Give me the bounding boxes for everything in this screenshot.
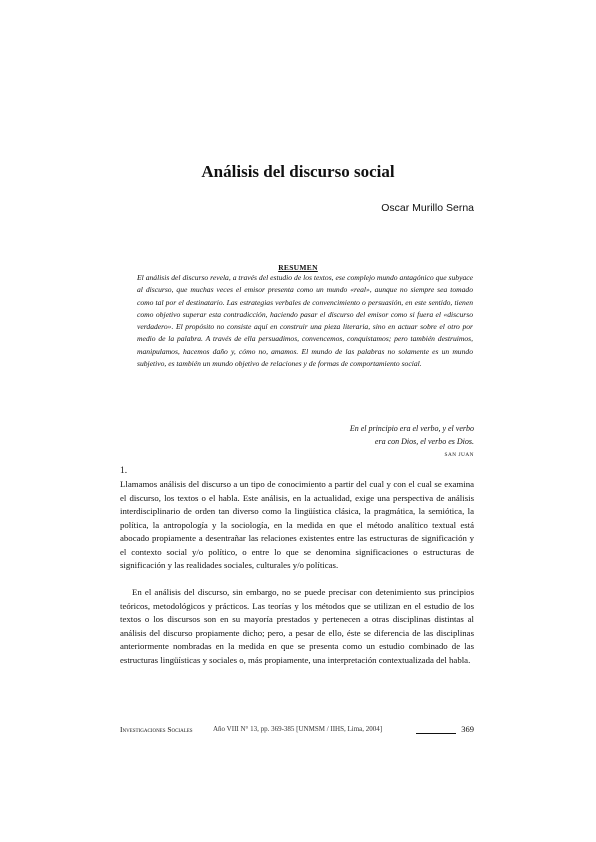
- page-footer: [120, 723, 474, 737]
- epigraph: [214, 423, 474, 462]
- article-author: Oscar Murillo Serna: [381, 202, 474, 214]
- epigraph-source: SAN JUAN: [444, 452, 474, 459]
- body-paragraph-2: En el análisis del discurso, sin embargo, no se puede precisar con detenimiento sus principios teóricos, metodológicos y prácticos. Las teorías y los métodos que se utilizan en el estudio de los textos o los discursos son en su mayoría prestados y pertenecen a otras disciplinas distintas al análisis del discurso propiamente dicho; pero, a pesar de ello, éste se diferencia de las disciplinas anteriormente nombradas en la medida en que se presenta como un estudio combinado de las estructuras lingüísticas y sociales o, más propiamente, una interpretación contextualizada del habla.: [120, 587, 474, 665]
- article-title: Análisis del discurso social: [201, 162, 395, 181]
- abstract-heading: RESUMEN: [278, 263, 318, 272]
- footer-issue-info: Año VIII N° 13, pp. 369-385 [UNMSM / IIHS, Lima, 2004]: [213, 725, 383, 733]
- body-paragraph-1: Llamamos análisis del discurso a un tipo de conocimiento a partir del cual y con el cual se examina el discurso, los textos o el habla. Este análisis, en la actualidad, exige una perspectiva de análisis interdisciplinario de orden tan diverso como la lingüística clásica, la pragmática, la semiótica, la política, la antropología y la sociología, en la medida en que el método analítico textual está abocado propiamente a desentrañar las relaciones existentes entre las estructuras de significación y el contexto social y/o político, o entre lo que se denomina significaciones o estructuras de significación y las realidades sociales, culturales y/o políticas.: [120, 479, 474, 570]
- section-number: 1.: [120, 466, 128, 476]
- footer-journal-name: Investigaciones Sociales: [120, 725, 193, 734]
- epigraph-line-1: En el principio era el verbo, y el verbo: [349, 424, 474, 433]
- footer-rule: [416, 733, 456, 734]
- epigraph-line-2: era con Dios, el verbo es Dios.: [374, 436, 474, 446]
- page-number: 369: [461, 724, 474, 734]
- abstract-text: El análisis del discurso revela, a través del estudio de los textos, ese complejo mundo antagónico que subyace al discurso, que muchas veces el emisor presenta como un mundo «real», aunque no siempre sea tomado como tal por el destinatario. Las estrategias verbales de convencimiento o persuasión, en este sentido, tienen como objetivo superar esta contradicción, haciendo pasar el discurso del emisor como si fuera el «discurso verdadero». El propósito no consiste aquí en construir una pieza literaria, sino en actuar sobre el otro por medio de la palabra. A través de ella persuadimos, convencemos, conquistamos; pero también destruimos, manipulamos, hacemos daño y, cómo no, amamos. El mundo de las palabras no solamente es un mundo subjetivo, es también un mundo objetivo de relaciones y de formas de comportamiento social.: [137, 273, 473, 368]
